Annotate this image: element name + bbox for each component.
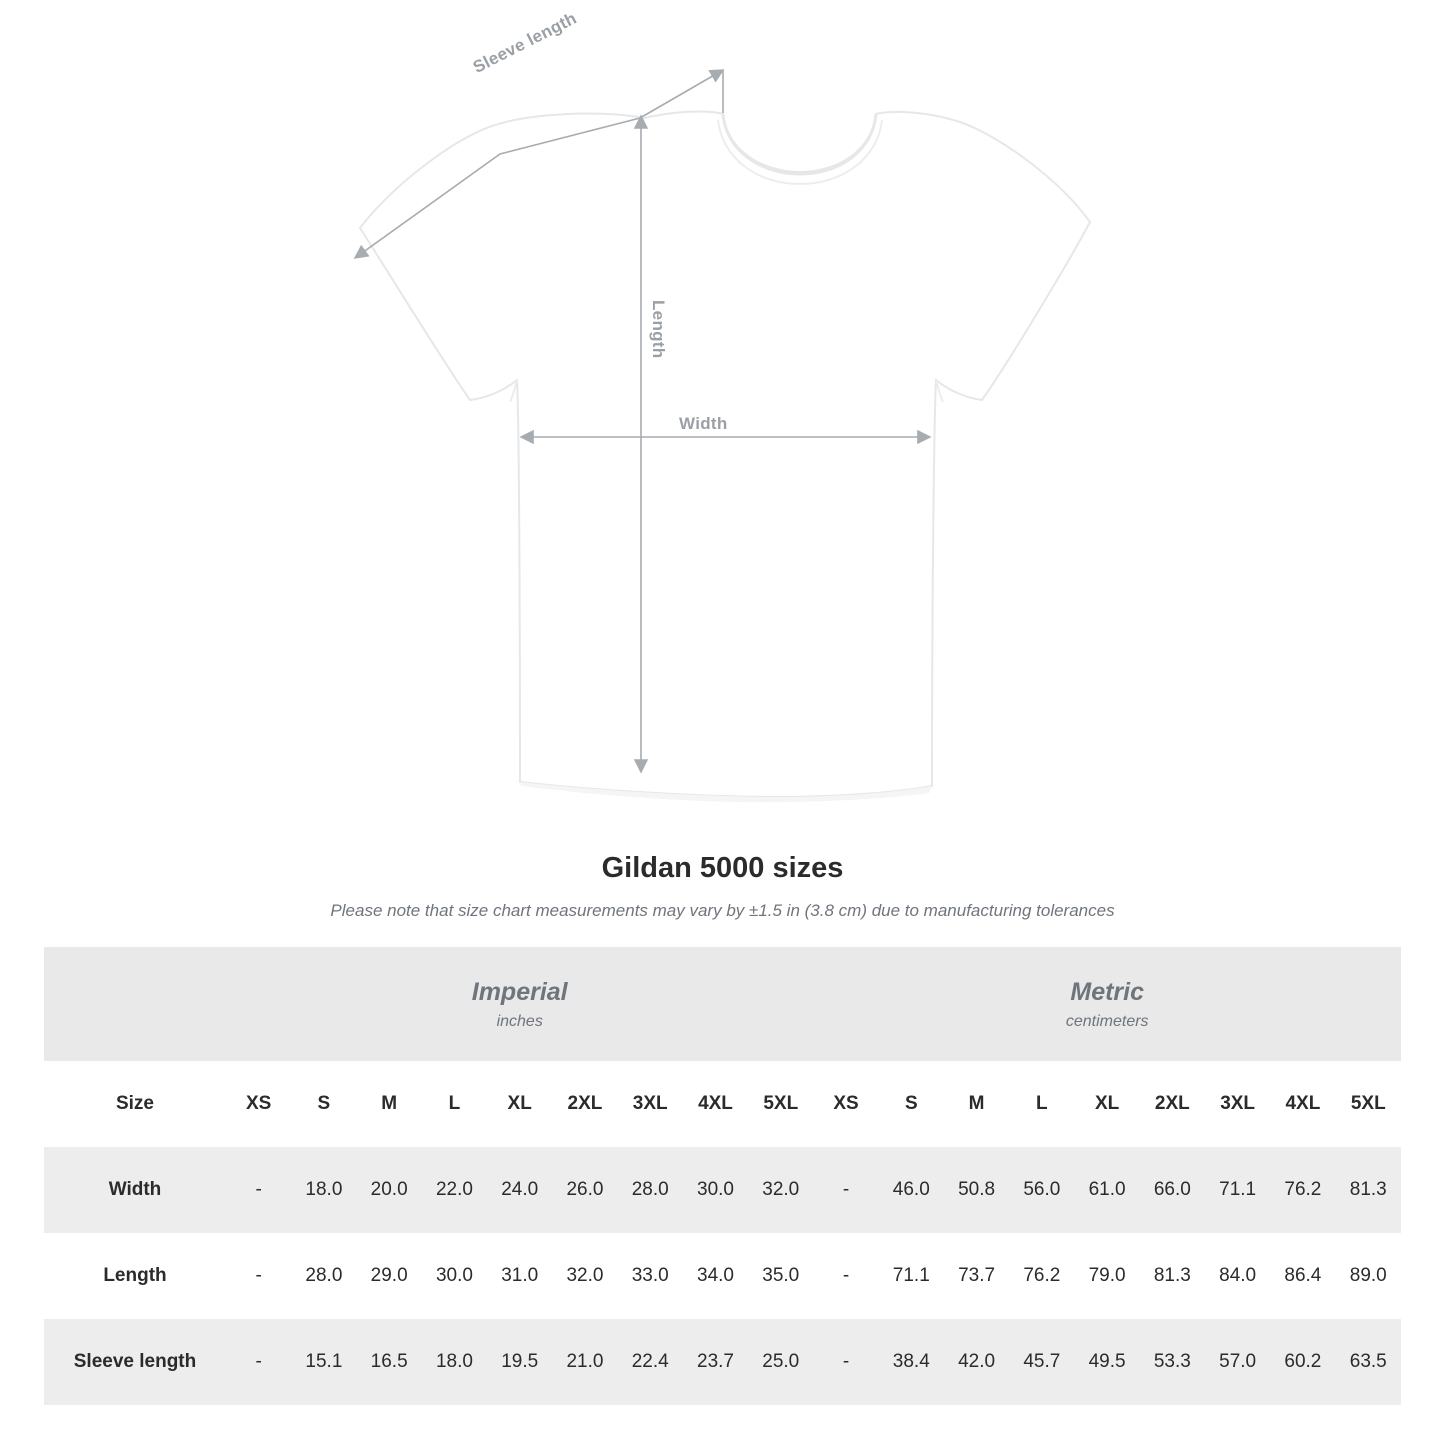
col-head-met-xl: XL — [1074, 1061, 1139, 1147]
cell-width-met-xs: - — [813, 1147, 878, 1233]
cell-width-imp-m: 20.0 — [357, 1147, 422, 1233]
title-block — [0, 852, 1445, 921]
size-table — [44, 947, 1401, 1405]
cell-length-imp-s: 28.0 — [291, 1233, 356, 1319]
tshirt-shape — [360, 112, 1090, 803]
col-head-imp-m: M — [357, 1061, 422, 1147]
unit-sub-metric: centimeters — [1065, 1012, 1149, 1030]
unit-head-imperial — [226, 947, 813, 1061]
cell-length-imp-2xl: 32.0 — [552, 1233, 617, 1319]
cell-length-imp-m: 29.0 — [357, 1233, 422, 1319]
cell-sleeve-met-xl: 49.5 — [1074, 1319, 1139, 1405]
cell-width-imp-xs: - — [226, 1147, 291, 1233]
cell-width-met-s: 46.0 — [879, 1147, 944, 1233]
col-head-met-4xl: 4XL — [1270, 1061, 1335, 1147]
unit-header-row — [44, 947, 1401, 1061]
row-label-length: Length — [44, 1233, 226, 1319]
cell-width-imp-4xl: 30.0 — [683, 1147, 748, 1233]
cell-sleeve-imp-xl: 19.5 — [487, 1319, 552, 1405]
tolerance-note: Please note that size chart measurements may vary by ±1.5 in (3.8 cm) due to manufacturing tolerances — [330, 901, 1115, 920]
sleeve-length-label: Sleeve length — [470, 8, 580, 77]
cell-sleeve-imp-s: 15.1 — [291, 1319, 356, 1405]
col-head-met-2xl: 2XL — [1140, 1061, 1205, 1147]
cell-length-met-4xl: 86.4 — [1270, 1233, 1335, 1319]
cell-sleeve-met-m: 42.0 — [944, 1319, 1009, 1405]
col-head-met-s: S — [879, 1061, 944, 1147]
cell-sleeve-met-s: 38.4 — [879, 1319, 944, 1405]
cell-width-imp-2xl: 26.0 — [552, 1147, 617, 1233]
cell-length-met-m: 73.7 — [944, 1233, 1009, 1319]
col-head-imp-xl: XL — [487, 1061, 552, 1147]
col-head-imp-3xl: 3XL — [618, 1061, 683, 1147]
cell-sleeve-imp-xs: - — [226, 1319, 291, 1405]
cell-sleeve-imp-5xl: 25.0 — [748, 1319, 813, 1405]
table-row — [44, 1233, 1401, 1319]
cell-sleeve-met-xs: - — [813, 1319, 878, 1405]
row-header-size: Size — [44, 1061, 226, 1147]
col-head-met-xs: XS — [813, 1061, 878, 1147]
cell-length-imp-xs: - — [226, 1233, 291, 1319]
column-header-row — [44, 1061, 1401, 1147]
col-head-imp-4xl: 4XL — [683, 1061, 748, 1147]
col-head-imp-l: L — [422, 1061, 487, 1147]
cell-width-met-2xl: 66.0 — [1140, 1147, 1205, 1233]
cell-length-met-s: 71.1 — [879, 1233, 944, 1319]
cell-width-imp-l: 22.0 — [422, 1147, 487, 1233]
cell-width-imp-3xl: 28.0 — [618, 1147, 683, 1233]
cell-width-met-4xl: 76.2 — [1270, 1147, 1335, 1233]
cell-sleeve-met-3xl: 57.0 — [1205, 1319, 1270, 1405]
row-label-sleeve-length: Sleeve length — [44, 1319, 226, 1405]
col-head-imp-xs: XS — [226, 1061, 291, 1147]
table-row — [44, 1147, 1401, 1233]
unit-head-metric — [813, 947, 1401, 1061]
cell-sleeve-imp-3xl: 22.4 — [618, 1319, 683, 1405]
cell-sleeve-met-2xl: 53.3 — [1140, 1319, 1205, 1405]
cell-width-met-m: 50.8 — [944, 1147, 1009, 1233]
cell-width-imp-xl: 24.0 — [487, 1147, 552, 1233]
row-label-width: Width — [44, 1147, 226, 1233]
cell-sleeve-met-5xl: 63.5 — [1336, 1319, 1401, 1405]
length-label: Length — [649, 300, 668, 359]
width-label: Width — [679, 414, 728, 433]
size-table-wrapper — [0, 947, 1445, 1405]
cell-width-imp-s: 18.0 — [291, 1147, 356, 1233]
cell-width-met-xl: 61.0 — [1074, 1147, 1139, 1233]
cell-width-met-3xl: 71.1 — [1205, 1147, 1270, 1233]
cell-width-met-l: 56.0 — [1009, 1147, 1074, 1233]
page-title: Gildan 5000 sizes — [601, 852, 844, 884]
cell-sleeve-imp-m: 16.5 — [357, 1319, 422, 1405]
unit-sub-imperial: inches — [496, 1012, 543, 1030]
col-head-met-5xl: 5XL — [1336, 1061, 1401, 1147]
cell-sleeve-met-l: 45.7 — [1009, 1319, 1074, 1405]
cell-length-imp-xl: 31.0 — [487, 1233, 552, 1319]
cell-width-imp-5xl: 32.0 — [748, 1147, 813, 1233]
cell-length-imp-5xl: 35.0 — [748, 1233, 813, 1319]
cell-sleeve-met-4xl: 60.2 — [1270, 1319, 1335, 1405]
col-head-met-l: L — [1009, 1061, 1074, 1147]
cell-length-met-xs: - — [813, 1233, 878, 1319]
cell-length-imp-l: 30.0 — [422, 1233, 487, 1319]
col-head-met-m: M — [944, 1061, 1009, 1147]
cell-length-imp-4xl: 34.0 — [683, 1233, 748, 1319]
cell-width-met-5xl: 81.3 — [1336, 1147, 1401, 1233]
table-row — [44, 1319, 1401, 1405]
unit-head-spacer — [44, 947, 226, 1061]
col-head-imp-5xl: 5XL — [748, 1061, 813, 1147]
unit-name-metric: Metric — [1070, 978, 1145, 1007]
col-head-imp-2xl: 2XL — [552, 1061, 617, 1147]
cell-length-met-3xl: 84.0 — [1205, 1233, 1270, 1319]
cell-length-imp-3xl: 33.0 — [618, 1233, 683, 1319]
cell-length-met-xl: 79.0 — [1074, 1233, 1139, 1319]
cell-length-met-5xl: 89.0 — [1336, 1233, 1401, 1319]
cell-sleeve-imp-2xl: 21.0 — [552, 1319, 617, 1405]
cell-length-met-2xl: 81.3 — [1140, 1233, 1205, 1319]
cell-sleeve-imp-4xl: 23.7 — [683, 1319, 748, 1405]
cell-sleeve-imp-l: 18.0 — [422, 1319, 487, 1405]
unit-name-imperial: Imperial — [471, 978, 568, 1007]
cell-length-met-l: 76.2 — [1009, 1233, 1074, 1319]
col-head-met-3xl: 3XL — [1205, 1061, 1270, 1147]
col-head-imp-s: S — [291, 1061, 356, 1147]
